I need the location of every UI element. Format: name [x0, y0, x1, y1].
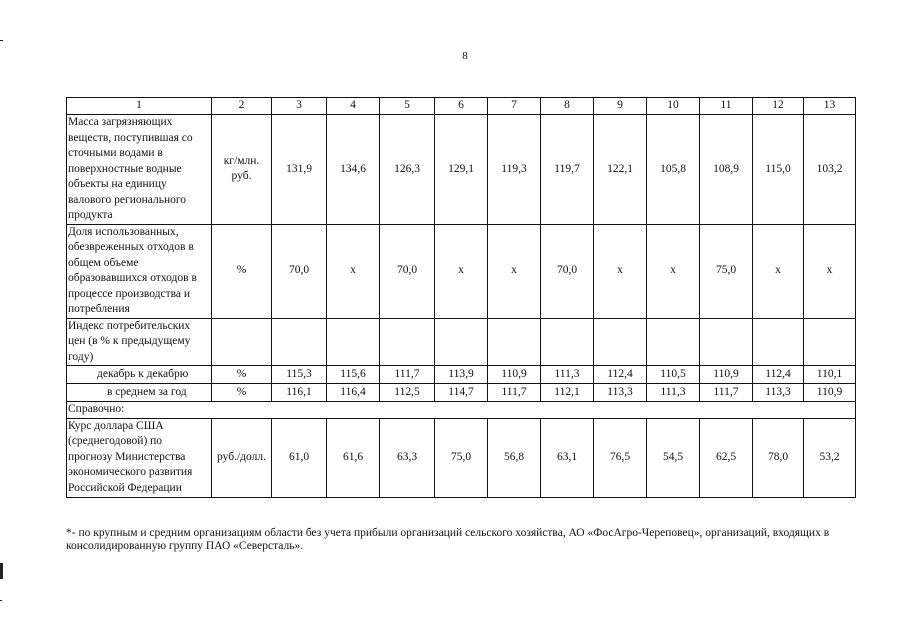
table-row-pollutant-mass: [67, 115, 856, 225]
unit-cell: %: [212, 224, 272, 318]
unit-cell: кг/млн. руб.: [212, 115, 272, 225]
scan-edge-mark: [0, 40, 3, 41]
value-cell: 115,3: [272, 366, 327, 384]
header-row: [67, 98, 856, 115]
header-cell: 12: [753, 98, 804, 115]
table-row-usd-rate: [67, 418, 856, 497]
value-cell: [272, 318, 327, 366]
value-cell: х: [804, 224, 856, 318]
row-label: Курс доллара США (среднегодовой) по прогнозу Министерства экономического развития Российской Федерации: [67, 418, 212, 497]
value-cell: 78,0: [753, 418, 804, 497]
value-cell: х: [647, 224, 700, 318]
value-cell: 126,3: [380, 115, 435, 225]
value-cell: 115,6: [327, 366, 380, 384]
value-cell: 56,8: [488, 418, 541, 497]
row-label: Масса загрязняющих веществ, поступившая со сточными водами в поверхностные водные объекты на единицу валового регионального продукта: [67, 115, 212, 225]
value-cell: 112,4: [594, 366, 647, 384]
header-cell: 2: [212, 98, 272, 115]
value-cell: 110,9: [804, 384, 856, 402]
value-cell: 63,1: [541, 418, 594, 497]
value-cell: [594, 318, 647, 366]
value-cell: 129,1: [435, 115, 488, 225]
value-cell: 114,7: [435, 384, 488, 402]
value-cell: 111,3: [647, 384, 700, 402]
indicators-table: [66, 97, 856, 498]
header-cell: 11: [700, 98, 753, 115]
value-cell: 110,5: [647, 366, 700, 384]
value-cell: 112,5: [380, 384, 435, 402]
value-cell: 122,1: [594, 115, 647, 225]
value-cell: 110,1: [804, 366, 856, 384]
value-cell: 119,7: [541, 115, 594, 225]
value-cell: [753, 318, 804, 366]
header-cell: 5: [380, 98, 435, 115]
unit-cell: руб./долл.: [212, 418, 272, 497]
footnote: *- по крупным и средним организациям области без учета прибыли организаций сельского хозяйства, АО «ФосАгро-Череповец», организаций, входящих в консолидированную группу ПАО «Северсталь».: [66, 527, 830, 552]
value-cell: 53,2: [804, 418, 856, 497]
value-cell: х: [435, 224, 488, 318]
value-cell: 111,7: [700, 384, 753, 402]
value-cell: 70,0: [272, 224, 327, 318]
value-cell: 70,0: [380, 224, 435, 318]
table-row-waste-share: [67, 224, 856, 318]
value-cell: 112,1: [541, 384, 594, 402]
value-cell: 110,9: [700, 366, 753, 384]
value-cell: 75,0: [435, 418, 488, 497]
unit-cell: [212, 318, 272, 366]
scan-edge-mark: [0, 600, 2, 601]
value-cell: 112,4: [753, 366, 804, 384]
value-cell: х: [753, 224, 804, 318]
value-cell: [804, 318, 856, 366]
table-row-reference: [67, 402, 856, 419]
table-row-cpi-heading: [67, 318, 856, 366]
header-cell: 10: [647, 98, 700, 115]
value-cell: 113,9: [435, 366, 488, 384]
value-cell: 131,9: [272, 115, 327, 225]
value-cell: 108,9: [700, 115, 753, 225]
value-cell: 113,3: [753, 384, 804, 402]
value-cell: 134,6: [327, 115, 380, 225]
row-label: Доля использованных, обезвреженных отходов в общем объеме образовавшихся отходов в процессе производства и потребления: [67, 224, 212, 318]
unit-cell: %: [212, 366, 272, 384]
value-cell: 61,6: [327, 418, 380, 497]
value-cell: х: [488, 224, 541, 318]
value-cell: [327, 318, 380, 366]
page-number: 8: [462, 50, 468, 62]
row-label: Индекс потребительских цен (в % к предыдущему году): [67, 318, 212, 366]
value-cell: 110,9: [488, 366, 541, 384]
header-cell: 7: [488, 98, 541, 115]
value-cell: х: [594, 224, 647, 318]
value-cell: 119,3: [488, 115, 541, 225]
value-cell: 113,3: [594, 384, 647, 402]
row-label: декабрь к декабрю: [67, 366, 212, 384]
value-cell: [380, 318, 435, 366]
value-cell: [541, 318, 594, 366]
value-cell: 116,1: [272, 384, 327, 402]
header-cell: 8: [541, 98, 594, 115]
scan-edge-mark: [0, 563, 3, 579]
value-cell: [435, 318, 488, 366]
value-cell: 76,5: [594, 418, 647, 497]
value-cell: 115,0: [753, 115, 804, 225]
value-cell: [647, 318, 700, 366]
value-cell: 75,0: [700, 224, 753, 318]
value-cell: 116,4: [327, 384, 380, 402]
value-cell: 70,0: [541, 224, 594, 318]
header-cell: 9: [594, 98, 647, 115]
header-cell: 3: [272, 98, 327, 115]
value-cell: 105,8: [647, 115, 700, 225]
value-cell: 63,3: [380, 418, 435, 497]
value-cell: 54,5: [647, 418, 700, 497]
value-cell: 111,3: [541, 366, 594, 384]
header-cell: 13: [804, 98, 856, 115]
value-cell: [700, 318, 753, 366]
value-cell: 111,7: [488, 384, 541, 402]
value-cell: 61,0: [272, 418, 327, 497]
header-cell: 4: [327, 98, 380, 115]
value-cell: 111,7: [380, 366, 435, 384]
unit-cell: %: [212, 384, 272, 402]
value-cell: 62,5: [700, 418, 753, 497]
reference-label: Справочно:: [67, 402, 856, 419]
table-row-cpi-avg: [67, 384, 856, 402]
table-row-cpi-dec: [67, 366, 856, 384]
header-cell: 6: [435, 98, 488, 115]
value-cell: [488, 318, 541, 366]
value-cell: 103,2: [804, 115, 856, 225]
value-cell: х: [327, 224, 380, 318]
header-cell: 1: [67, 98, 212, 115]
row-label: в среднем за год: [67, 384, 212, 402]
